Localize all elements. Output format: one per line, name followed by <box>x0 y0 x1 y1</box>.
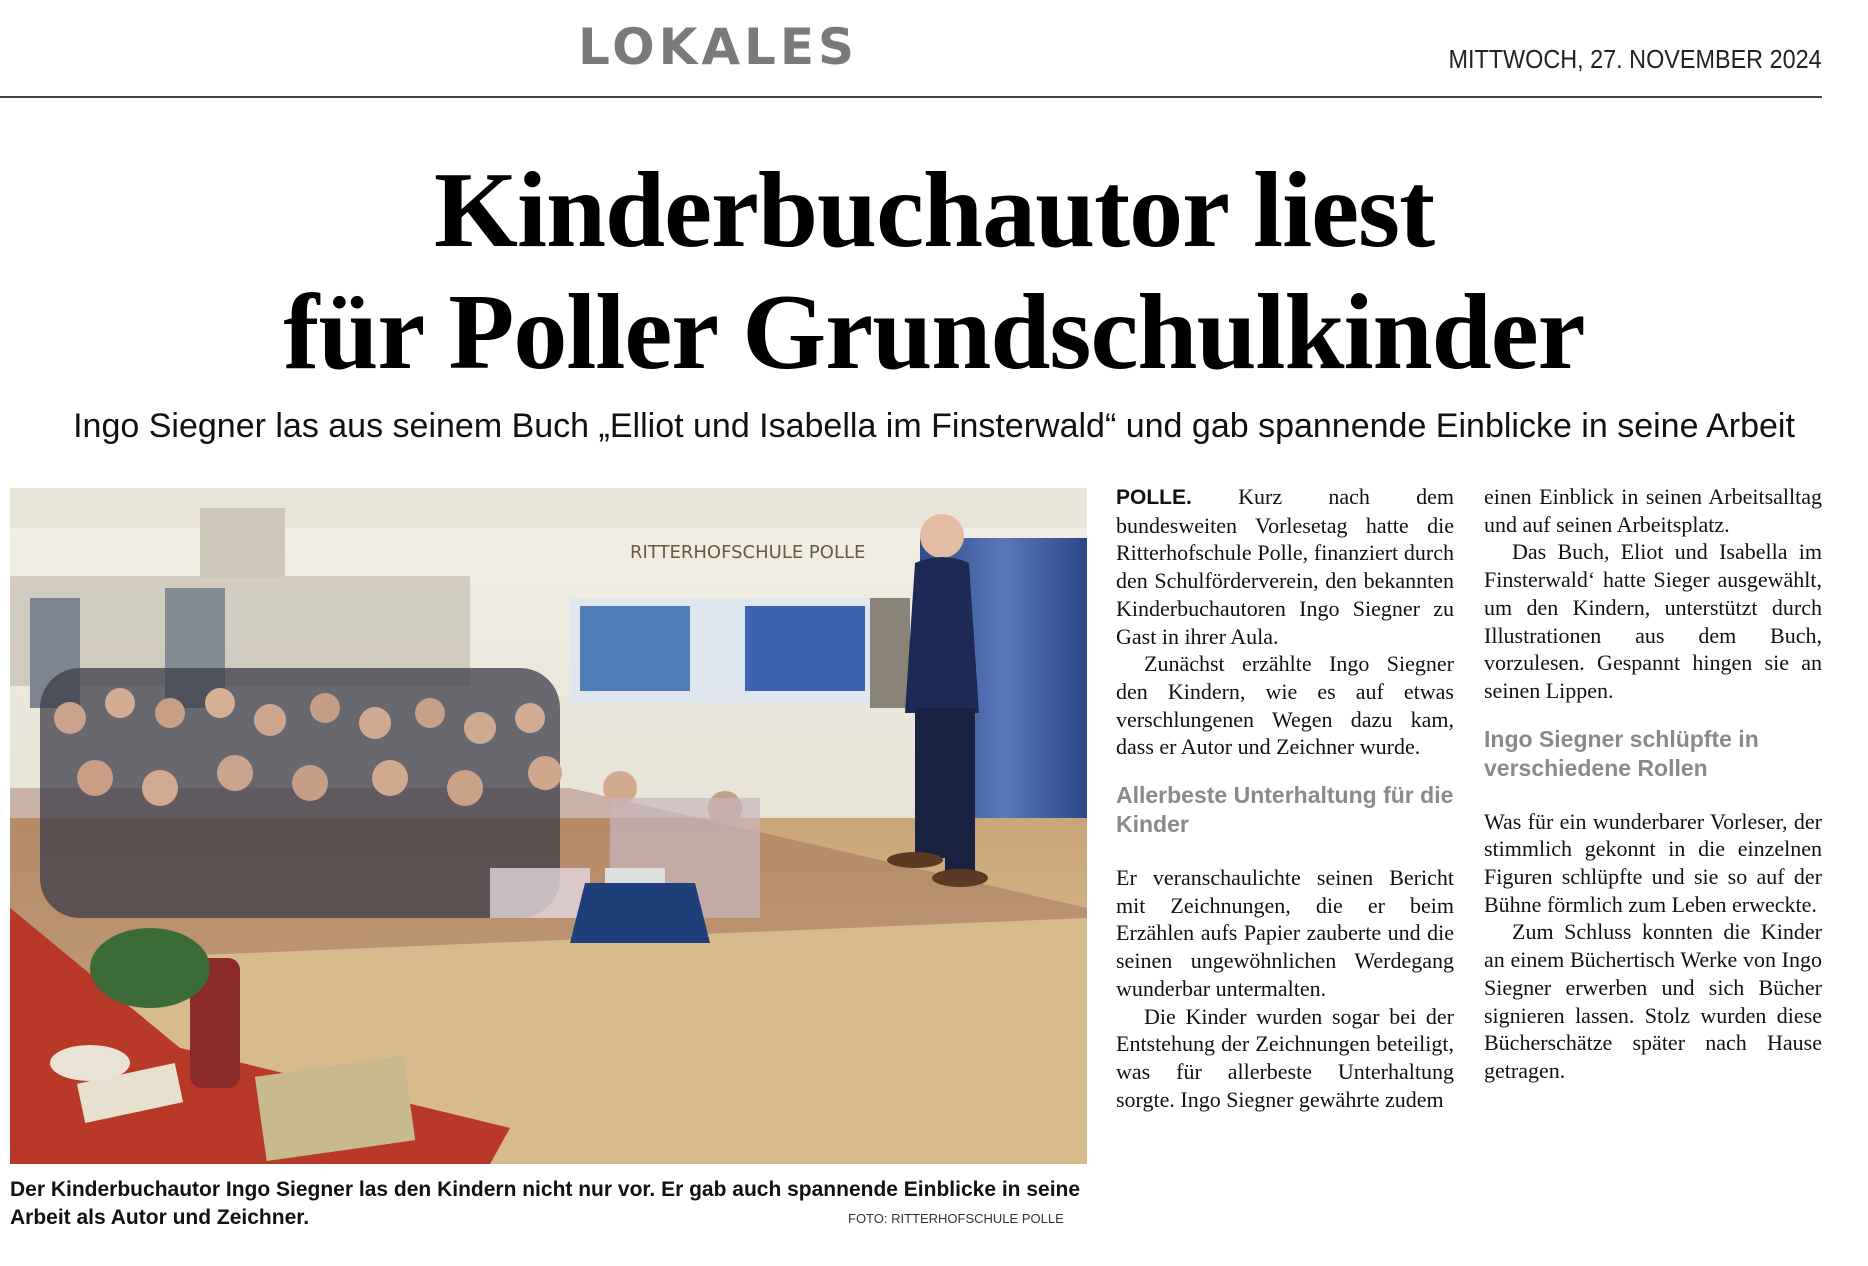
headline-line-1: Kinderbuchautor liest <box>433 151 1435 270</box>
paragraph-6: Das Buch, Eliot und Isabella im Finsterwald‘ hatte Sieger ausgewählt, um den Kindern, unterstützt durch Illustrationen aus dem Buch, vorzulesen. Gespannt hingen sie an seinen Lippen. <box>1484 539 1822 703</box>
subhead-1: Allerbeste Unterhaltung für die Kinder <box>1116 782 1454 838</box>
article-column-1 <box>1116 483 1454 1113</box>
headline-line-2: für Poller Grundschulkinder <box>283 273 1585 392</box>
issue-date: MITTWOCH, 27. NOVEMBER 2024 <box>1448 44 1822 74</box>
section-label: LOKALES <box>578 18 859 76</box>
paragraph-3: Er veranschaulichte seinen Bericht mit Zeichnungen, die er beim Erzählen aufs Papier zauberte und die seinen ungewöhnlichen Werdegang wunderbar untermalten. <box>1116 865 1454 1001</box>
article-subheadline: Ingo Siegner las aus seinem Buch „Elliot und Isabella im Finsterwald“ und gab spannende Einblicke in seine Arbeit <box>73 407 1795 445</box>
subhead-2: Ingo Siegner schlüpfte in verschiedene Rollen <box>1484 725 1759 781</box>
paragraph-1 <box>1116 483 1454 650</box>
photo-credit: FOTO: RITTERHOFSCHULE POLLE <box>848 1211 1064 1226</box>
paragraph-8: Zum Schluss konnten die Kinder an einem Büchertisch Werke von Ingo Siegner erwerben und sich Bücher signieren lassen. Stolz wurden diese Bücherschätze später nach Hause getragen. <box>1484 919 1822 1083</box>
paragraph-2: Zunächst erzählte Ingo Siegner den Kindern, wie es auf etwas verschlungenen Wegen dazu kam, dass er Autor und Zeichner wurde. <box>1116 651 1454 760</box>
photo-banner-text: RITTERHOFSCHULE POLLE <box>630 542 866 563</box>
aula-scene-illustration <box>10 488 1087 1164</box>
header-rule <box>0 96 1822 98</box>
paragraph-1-text: Kurz nach dem bundesweiten Vorlesetag hatte die Ritterhofschule Polle, finanziert durch den Schulförderverein, den bekannten Kinderbuchautoren Ingo Siegner zu Gast in ihrer Aula. <box>1116 484 1455 649</box>
paragraph-7: Was für ein wunderbarer Vorleser, der stimmlich gekonnt in die einzelnen Figuren schlüpfte und sie so auf der Bühne förmlich zum Leben erweckte. <box>1484 808 1822 917</box>
paragraph-4: Die Kinder wurden sogar bei der Entstehung der Zeichnungen beteiligt, was für allerbeste Unterhaltung sorgte. Ingo Siegner gewährte zudem <box>1116 1003 1454 1112</box>
article-column-2 <box>1484 483 1822 1085</box>
article-photo <box>10 488 1087 1164</box>
article-headline <box>0 150 1868 394</box>
dateline: POLLE. <box>1116 486 1192 509</box>
paragraph-5: einen Einblick in seinen Arbeitsalltag und auf seinen Arbeitsplatz. <box>1484 484 1822 537</box>
photo-caption: Der Kinderbuchautor Ingo Siegner las den Kindern nicht nur vor. Er gab auch spannende Einblicke in seine Arbeit als Autor und Zeichner. <box>10 1178 1081 1229</box>
